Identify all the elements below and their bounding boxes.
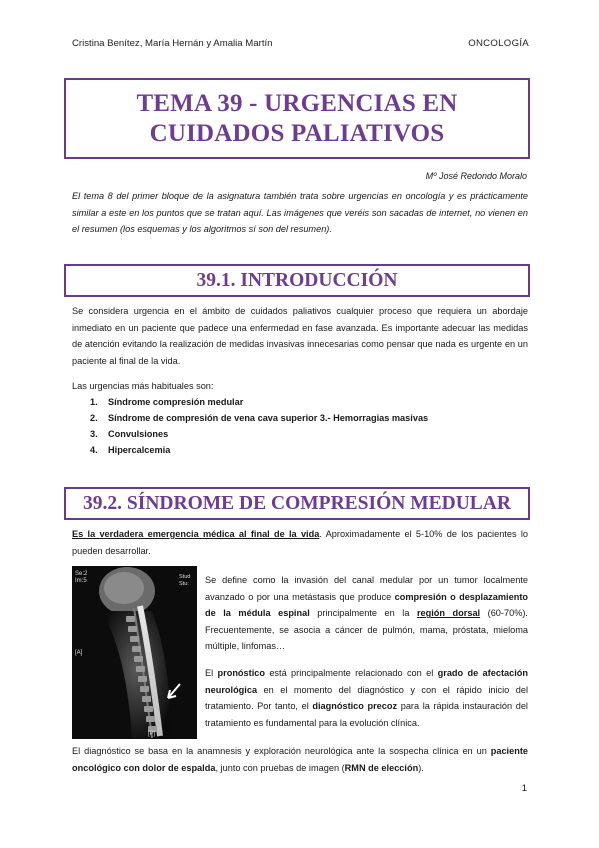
list-item-number: 1. — [90, 397, 98, 407]
mri-label-series: Se:2 — [75, 571, 88, 577]
prognosis-text-2: está principalmente relacionado con el — [264, 668, 438, 678]
list-item-number: 3. — [90, 429, 98, 439]
mri-label-anterior: [A] — [75, 650, 83, 656]
page-number: 1 — [521, 783, 527, 794]
prognosis-text-3: en el momento del diagnóstico y con el rápido inicio del tratamiento. Por tanto, el — [205, 684, 528, 712]
definition-text-3: (60-70%). Frecuentemente, se asocia a cáncer de pulmón, mama, próstata, mieloma múltiple, linfomas… — [205, 608, 528, 652]
diagnosis-text-3: ). — [418, 762, 424, 773]
prognosis-bold-1: pronóstico — [217, 668, 265, 678]
mri-label-study-2: Stu: — [179, 581, 189, 587]
diagnosis-text-2: , junto con pruebas de imagen ( — [215, 762, 345, 773]
section-1-heading-box — [64, 264, 530, 297]
definition-bold-underline: región dorsal — [416, 608, 481, 619]
chapter-title-line-2: CUIDADOS PALIATIVOS — [149, 119, 445, 147]
list-item-text: Síndrome compresión medular — [108, 397, 244, 407]
emergency-lead-text: Es la verdadera emergencia médica al final de la vida — [72, 529, 320, 539]
spine-mri-figure — [72, 566, 197, 739]
list-item-text: Hipercalcemia — [108, 445, 171, 455]
section-2-paragraph-2 — [205, 572, 528, 655]
header-subject: ONCOLOGÍA — [468, 38, 529, 49]
section-2-paragraph-4 — [72, 743, 528, 776]
list-item — [90, 410, 428, 426]
section-2-title: 39.2. SÍNDROME DE COMPRESIÓN MEDULAR — [83, 492, 511, 514]
mri-label-posterior: [P] — [148, 731, 156, 737]
diagnosis-bold-1: paciente oncológico con dolor de espalda — [72, 746, 528, 773]
mri-label-image: Im:5 — [75, 578, 87, 584]
list-item-number: 4. — [90, 445, 98, 455]
chapter-title-box — [64, 78, 530, 159]
chapter-title-line-1: TEMA 39 - URGENCIAS EN — [136, 89, 458, 117]
section-2-paragraph-3 — [205, 665, 528, 731]
diagnosis-text-1: El diagnóstico se basa en la anamnesis y exploración neurológica ante la sospecha clínica en un — [72, 746, 491, 756]
section-1-paragraph: Se considera urgencia en el ámbito de cuidados paliativos cualquier proceso que requiera un abordaje inmediato en un paciente que padece una enfermedad en fase avanzada. Es importante adecuar las medidas de atención evitando la realización de medidas invasivas innecesarias como pensar que nada es urgente en un paciente al final de la vida. — [72, 306, 528, 366]
definition-text-1: Se define como la invasión del canal medular por un tumor localmente avanzado o por una metástasis que produce — [205, 575, 528, 602]
definition-text-2: principalmente en la — [309, 608, 417, 619]
list-item — [90, 442, 428, 458]
section-2-paragraph-1 — [72, 526, 528, 559]
prognosis-text-1: El — [205, 668, 218, 678]
prognosis-bold-2: grado de afectación neurológica — [205, 668, 528, 695]
definition-bold-1: compresión o desplazamiento de la médula espinal — [205, 591, 529, 619]
list-item-text: Convulsiones — [108, 429, 169, 439]
section-1-title: 39.1. INTRODUCCIÓN — [196, 269, 398, 291]
urgencies-list — [90, 394, 428, 458]
list-item — [90, 426, 428, 442]
urgencies-list-intro: Las urgencias más habituales son: — [72, 381, 214, 391]
mri-label-study: Stud — [179, 574, 191, 580]
diagnosis-bold-2: RMN de elección — [344, 762, 419, 773]
prognosis-text-4: para la rápida instauración del tratamiento es fundamental para la evolución clínica. — [205, 701, 528, 728]
prognosis-bold-3: diagnóstico precoz — [312, 701, 398, 712]
intro-paragraph: El tema 8 del primer bloque de la asignatura también trata sobre urgencias en oncología y es prácticamente similar a este en los puntos que se tratan aquí. Las imágenes que veréis son sacadas de internet, no vienen en el resumen (los esquemas y los algoritmos sí son del resumen). — [72, 191, 528, 235]
list-item-text: Síndrome de compresión de vena cava superior 3.- Hemorragias masivas — [108, 413, 429, 423]
emergency-rest-text: . Aproximadamente el 5-10% de los pacientes lo pueden desarrollar. — [72, 529, 528, 556]
author-name: Mº José Redondo Moralo — [425, 171, 527, 181]
list-item-number: 2. — [90, 413, 98, 423]
list-item — [90, 394, 428, 410]
spine-mri-image — [72, 566, 197, 739]
header-authors: Cristina Benítez, María Hernán y Amalia Martín — [72, 38, 273, 49]
section-2-heading-box — [64, 487, 530, 520]
